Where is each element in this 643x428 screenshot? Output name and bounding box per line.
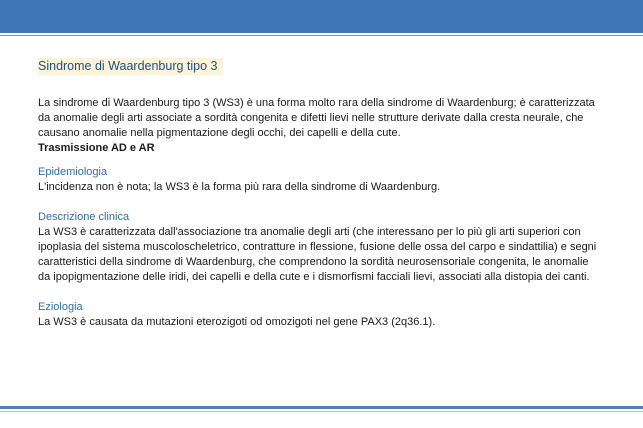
section-body-descrizione-clinica: La WS3 è caratterizzata dall'associazione tra anomalie degli arti (che interessano per lo più gli arti superiori con ipoplasia del sistema muscoloscheletrico, contratture in flessione, fusione delle ossa del carpo e sindattilia) e segni caratteristici della sindrome di Waardenburg, che comprendono la sordità neurosensoriale congenita, le anomalie da ipopigmentazione delle iridi, dei capelli e della cute e i dismorfismi facciali lievi, associati alla distopia dei canti.: [38, 226, 597, 283]
document-content: [38, 58, 598, 330]
header-divider: [0, 35, 643, 36]
footer-divider: [0, 406, 643, 409]
footer-divider-thin: [0, 411, 643, 412]
header-bar: [0, 0, 643, 33]
section-heading-descrizione-clinica: Descrizione clinica: [38, 211, 130, 223]
intro-paragraph: La sindrome di Waardenburg tipo 3 (WS3) è una forma molto rara della sindrome di Waardenburg; è caratterizzata da anomalie degli arti associate a sordità congenita e difetti lievi nelle strutture derivate dalla cresta neurale, che causano anomalie nella pigmentazione degli occhi, dei capelli e della cute.: [38, 97, 595, 139]
section-heading-eziologia: Eziologia: [38, 301, 83, 313]
transmission-label: Trasmissione AD e AR: [38, 142, 155, 154]
page-title: Sindrome di Waardenburg tipo 3: [38, 59, 218, 73]
section-body-epidemiologia: L'incidenza non è nota; la WS3 è la forma più rara della sindrome di Waardenburg.: [38, 181, 441, 193]
section-body-eziologia: La WS3 è causata da mutazioni eterozigoti od omozigoti nel gene PAX3 (2q36.1).: [38, 316, 436, 328]
title-highlight: [38, 58, 223, 75]
section-heading-epidemiologia: Epidemiologia: [38, 166, 108, 178]
